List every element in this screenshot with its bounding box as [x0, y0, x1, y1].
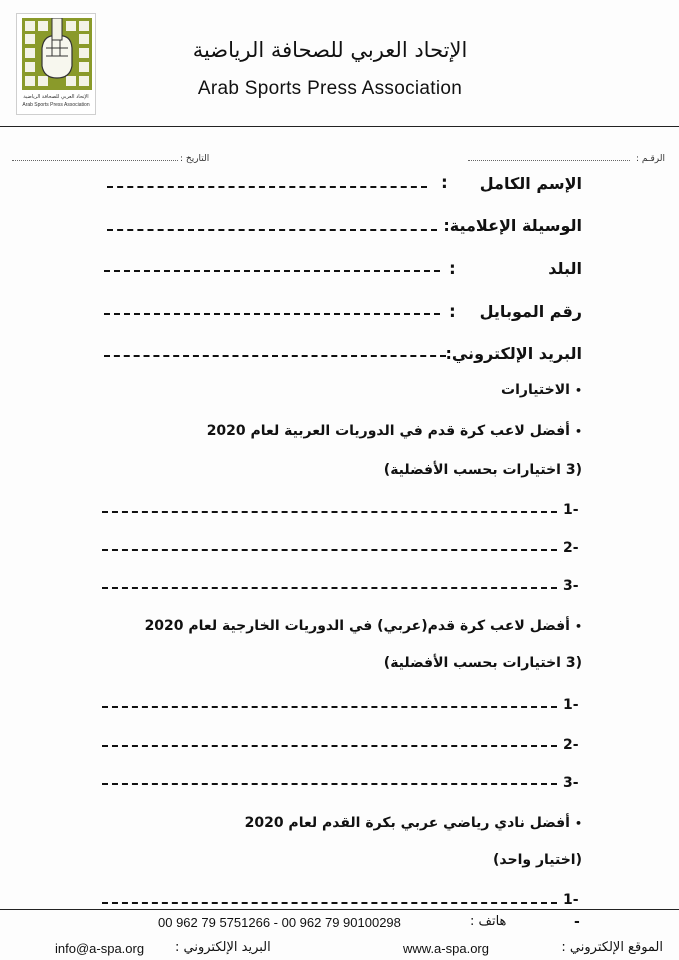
- choices-heading: [501, 382, 582, 398]
- section-note: (3 اختيارات بحسب الأفضلية): [383, 462, 582, 478]
- field-label-email: البريد الإلكتروني:: [445, 344, 582, 363]
- choice-number: 1-: [563, 697, 579, 713]
- field-label-country: البلد: [548, 259, 582, 278]
- field-colon: :: [441, 173, 448, 193]
- section-title: [207, 423, 582, 439]
- header-title-en: Arab Sports Press Association: [197, 78, 463, 99]
- choices-heading-text: الاختيارات: [501, 382, 570, 398]
- footer-divider: [0, 909, 679, 910]
- field-label-mobile: رقم الموبايل: [479, 302, 582, 321]
- bullet-icon: •: [574, 620, 582, 633]
- choice-line[interactable]: [102, 549, 557, 551]
- choice-line[interactable]: [102, 511, 557, 513]
- bullet-icon: •: [574, 817, 582, 830]
- field-label-full-name: الإسم الكامل: [479, 174, 582, 193]
- field-line-email[interactable]: [104, 355, 446, 357]
- bullet-icon: •: [574, 425, 582, 438]
- field-line-mobile[interactable]: [104, 313, 440, 315]
- field-colon: :: [449, 259, 456, 279]
- section-title-text: أفضل لاعب كرة قدم(عربي) في الدوريات الخارجية لعام 2020: [144, 618, 570, 634]
- association-logo: [16, 13, 96, 115]
- website-label: الموقع الإلكتروني :: [561, 940, 663, 955]
- section-note: (3 اختيارات بحسب الأفضلية): [383, 655, 582, 671]
- field-colon: :: [449, 302, 456, 322]
- email-link[interactable]: info@a-spa.org: [55, 941, 145, 956]
- email-label: البريد الإلكتروني :: [175, 940, 271, 955]
- choice-number: 1-: [563, 892, 579, 908]
- date-dotted-line: [12, 160, 178, 161]
- fist-logo-icon: [22, 18, 92, 90]
- date-label: التاريخ :: [180, 154, 210, 164]
- field-line-media-outlet[interactable]: [107, 229, 437, 231]
- website-link[interactable]: www.a-spa.org: [403, 941, 489, 956]
- choice-number: 2-: [563, 737, 579, 753]
- choice-line[interactable]: [102, 706, 557, 708]
- logo-caption-ar: الإتحاد العربي للصحافة الرياضية: [23, 94, 89, 100]
- section-title: [245, 815, 582, 831]
- number-dotted-line: [468, 160, 630, 161]
- choice-line[interactable]: [102, 587, 557, 589]
- choice-number: 2-: [563, 540, 579, 556]
- header-title-ar: الإتحاد العربي للصحافة الرياضية: [192, 38, 468, 62]
- field-line-full-name[interactable]: [107, 186, 427, 188]
- choice-line[interactable]: [102, 745, 557, 747]
- choice-number: 3-: [563, 578, 579, 594]
- phone-numbers: 00 962 79 5751266 - 00 962 79 90100298: [158, 915, 401, 930]
- section-title-text: أفضل نادي رياضي عربي بكرة القدم لعام 2020: [244, 815, 570, 831]
- bullet-icon: •: [574, 384, 582, 397]
- section-title-text: أفضل لاعب كرة قدم في الدوريات العربية لعام 2020: [206, 423, 570, 439]
- header-divider: [0, 126, 679, 127]
- choice-number: 1-: [563, 502, 579, 518]
- section-note: (اختيار واحد): [493, 852, 582, 868]
- field-line-country[interactable]: [104, 270, 440, 272]
- footer-dash: -: [574, 914, 580, 930]
- number-label: الرقـم :: [635, 154, 665, 164]
- logo-caption-en: Arab Sports Press Association: [22, 102, 90, 108]
- choice-number: 3-: [563, 775, 579, 791]
- section-title: [145, 618, 582, 634]
- field-label-media-outlet: الوسيلة الإعلامية:: [443, 216, 582, 235]
- choice-line[interactable]: [102, 902, 557, 904]
- phone-label: هاتف :: [470, 914, 507, 929]
- choice-line[interactable]: [102, 783, 557, 785]
